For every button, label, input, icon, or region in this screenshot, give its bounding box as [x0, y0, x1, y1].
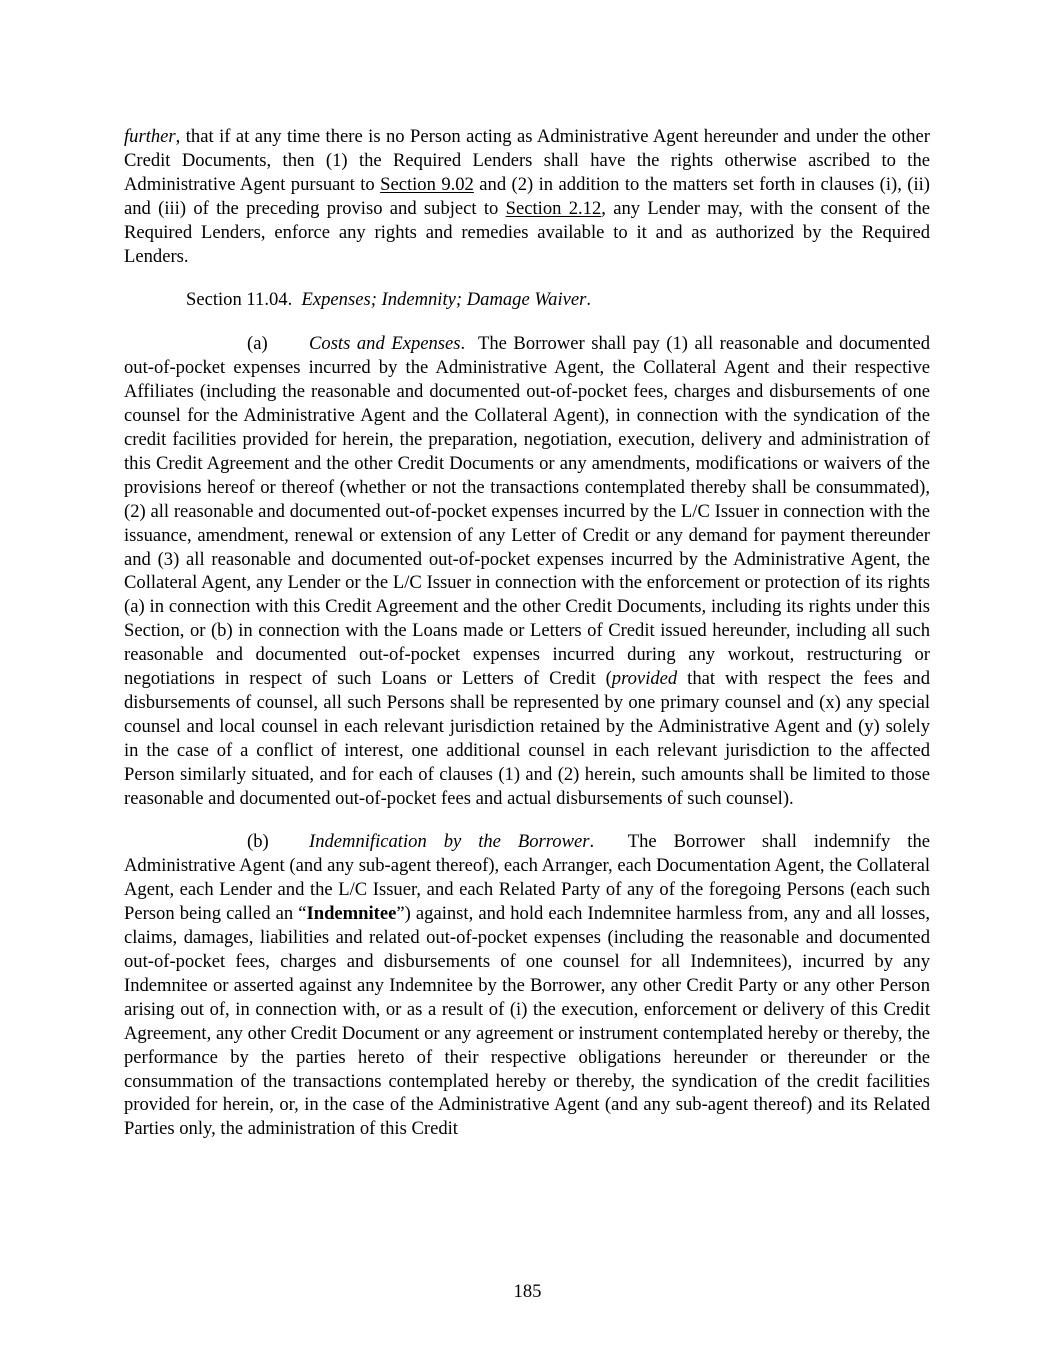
clause-heading: Costs and Expenses: [309, 333, 461, 355]
clause-label: (a): [247, 333, 268, 355]
paragraph-text: , any Lender may, with the consent of the Required Lenders, enforce any rights and remedies available to it and as authorized by the Required Lenders.: [124, 197, 930, 267]
page-body: [124, 125, 930, 1141]
paragraph-text: , that if at any time there is no Person acting as Administrative Agent hereunder and under the other Credit Documents, then (1) the Required Lenders shall have the rights otherwise ascribed to the Administrative Agent pursuant to: [124, 126, 930, 195]
section-title: Expenses; Indemnity; Damage Waiver: [301, 289, 587, 311]
clause-label: (b): [247, 831, 269, 853]
section-reference-link: Section 2.12: [505, 197, 602, 219]
clause-a: (a) Costs and Expenses. The Borrower shall pay (1) all reasonable and documented out-of-pocket expenses incurred by the Administrative Agent, the Collateral Agent and their respective Affiliates (including the reasonable and documented out-of-pocket fees, charges and disbursements of one counsel for the Administrative Agent and the Collateral Agent), in connection with the syndication of the credit facilities provided for herein, the preparation, negotiation, execution, delivery and administration of this Credit Agreement and the other Credit Documents or any amendments, modifications or waivers of the provisions hereof or thereof (whether or not the transactions contemplated thereby shall be consummated), (2) all reasonable and documented out-of-pocket expenses incurred by the L/C Issuer in connection with the issuance, amendment, renewal or extension of any Letter of Credit or any demand for payment thereunder and (3) all reasonable and documented out-of-pocket expenses incurred by the Administrative Agent, the Collateral Agent, any Lender or the L/C Issuer in connection with the enforcement or protection of its rights (a) in connection with this Credit Agreement and the other Credit Documents, including its rights under this Section, or (b) in connection with the Loans made or Letters of Credit issued hereunder, including all such reasonable and documented out-of-pocket expenses incurred during any workout, restructuring or negotiations in respect of such Loans or Letters of Credit (provided that with respect the fees and disbursements of counsel, all such Persons shall be represented by one primary counsel and (x) any special counsel and local counsel in each relevant jurisdiction retained by the Administrative Agent and (y) solely in the case of a conflict of interest, one additional counsel in each relevant jurisdiction to the affected Person similarly situated, and for each of clauses (1) and (2) herein, such amounts shall be limited to those reasonable and documented out-of-pocket fees and actual disbursements of such counsel).: [124, 333, 930, 809]
clause-text: that with respect the fees and disbursements of counsel, all such Persons shall be represented by one primary counsel and (x) any special counsel and local counsel in each relevant jurisdiction retained by the Administrative Agent and (y) solely in the case of a conflict of interest, one additional counsel in each relevant jurisdiction to the affected Person similarly situated, and for each of clauses (1) and (2) herein, such amounts shall be limited to those reasonable and documented out-of-pocket fees and actual disbursements of such counsel).: [124, 668, 930, 809]
italic-term: provided: [611, 668, 678, 690]
section-number: Section 11.04.: [186, 289, 293, 311]
clause-text: The Borrower shall pay (1) all reasonable and documented out-of-pocket expenses incurred by the Administrative Agent, the Collateral Agent and their respective Affiliates (including the reasonable and documented out-of-pocket fees, charges and disbursements of one counsel for the Administrative Agent and the Collateral Agent), in connection with the syndication of the credit facilities provided for herein, the preparation, negotiation, execution, delivery and administration of this Credit Agreement and the other Credit Documents or any amendments, modifications or waivers of the provisions hereof or thereof (whether or not the transactions contemplated thereby shall be consummated), (2) all reasonable and documented out-of-pocket expenses incurred by the L/C Issuer in connection with the issuance, amendment, renewal or extension of any Letter of Credit or any demand for payment thereunder and (3) all reasonable and documented out-of-pocket expenses incurred by the Administrative Agent, the Collateral Agent, any Lender or the L/C Issuer in connection with the enforcement or protection of its rights (a) in connection with this Credit Agreement and the other Credit Documents, including its rights under this Section, or (b) in connection with the Loans made or Letters of Credit issued hereunder, including all such reasonable and documented out-of-pocket expenses incurred during any workout, restructuring or negotiations in respect of such Loans or Letters of Credit (: [124, 333, 930, 690]
clause-text: ”) against, and hold each Indemnitee harmless from, any and all losses, claims, damages, liabilities and related out-of-pocket expenses (including the reasonable and documented out-of-pocket fees, charges and disbursements of one counsel for all Indemnitees), incurred by any Indemnitee or asserted against any Indemnitee by the Borrower, any other Credit Party or any other Person arising out of, in connection with, or as a result of (i) the execution, enforcement or delivery of this Credit Agreement, any other Credit Document or any agreement or instrument contemplated hereby or thereby, the performance by the parties hereto of their respective obligations hereunder or thereunder or the consummation of the transactions contemplated hereby or thereby, the syndication of the credit facilities provided for herein, or, in the case of the Administrative Agent (and any sub-agent thereof) and its Related Parties only, the administration of this Credit: [124, 903, 930, 1140]
clause-b: (b) Indemnification by the Borrower. The Borrower shall indemnify the Administrative Agent (and any sub-agent thereof), each Arranger, each Documentation Agent, the Collateral Agent, each Lender and the L/C Issuer, and each Related Party of any of the foregoing Persons (each such Person being called an “Indemnitee”) against, and hold each Indemnitee harmless from, any and all losses, claims, damages, liabilities and related out-of-pocket expenses (including the reasonable and documented out-of-pocket fees, charges and disbursements of one counsel for all Indemnitees), incurred by any Indemnitee or asserted against any Indemnitee by the Borrower, any other Credit Party or any other Person arising out of, in connection with, or as a result of (i) the execution, enforcement or delivery of this Credit Agreement, any other Credit Document or any agreement or instrument contemplated hereby or thereby, the performance by the parties hereto of their respective obligations hereunder or thereunder or the consummation of the transactions contemplated hereby or thereby, the syndication of the credit facilities provided for herein, or, in the case of the Administrative Agent (and any sub-agent thereof) and its Related Parties only, the administration of this Credit: [124, 831, 930, 1140]
section-heading: Section 11.04. Expenses; Indemnity; Damage Waiver.: [186, 289, 592, 311]
section-reference-link: Section 9.02: [380, 173, 474, 195]
defined-term: Indemnitee: [306, 903, 397, 925]
page-number: 185: [513, 1281, 542, 1302]
italic-lead: further: [124, 126, 176, 147]
clause-heading: Indemnification by the Borrower: [309, 831, 590, 853]
paragraph-text: and (2) in addition to the matters set forth in clauses (i), (ii) and (iii) of the preceding proviso and subject to: [124, 173, 930, 219]
clause-text: The Borrower shall indemnify the Administrative Agent (and any sub-agent thereof), each Arranger, each Documentation Agent, the Collateral Agent, each Lender and the L/C Issuer, and each Related Party of any of the foregoing Persons (each such Person being called an “: [124, 831, 930, 925]
paragraph-continued: [124, 125, 930, 268]
